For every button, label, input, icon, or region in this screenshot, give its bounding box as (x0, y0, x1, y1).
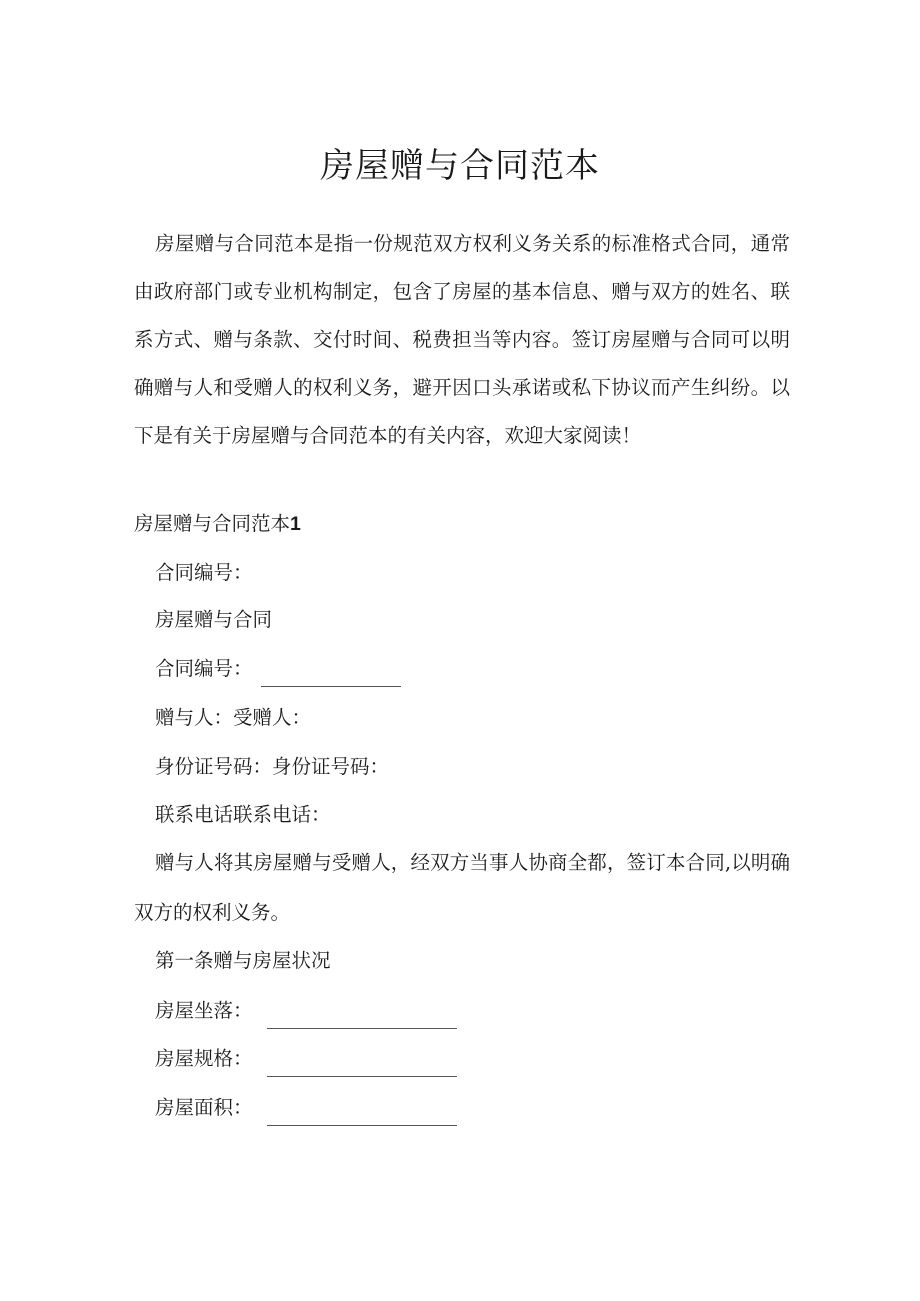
house-area-blank[interactable] (267, 1099, 457, 1126)
house-spec-row (155, 1041, 457, 1077)
donor-donee-line: 赠与人：受赠人： (155, 706, 312, 729)
intro-paragraph: 房屋赠与合同范本是指一份规范双方权利义务关系的标准格式合同，通常由政府部门或专业机构制定，包含了房屋的基本信息、赠与双方的姓名、联系方式、赠与条款、交付时间、税费担当等内容。签订房屋赠与合同可以明确赠与人和受赠人的权利义务，避开因口头承诺或私下协议而产生纠纷。以下是有关于房屋赠与合同范本的有关内容，欢迎大家阅读！ (134, 232, 790, 447)
document-title: 房屋赠与合同范本 (320, 146, 600, 186)
house-location-row (155, 993, 457, 1029)
section-heading-text: 房屋赠与合同范本 (134, 512, 291, 535)
article-1-heading: 第一条赠与房屋状况 (155, 949, 331, 972)
house-spec-blank[interactable] (267, 1050, 457, 1077)
id-number-line: 身份证号码：身份证号码： (155, 755, 390, 778)
contract-name: 房屋赠与合同 (155, 608, 273, 631)
house-area-row (155, 1090, 457, 1126)
house-location-blank[interactable] (267, 1002, 457, 1029)
house-location-label: 房屋坐落： (155, 999, 253, 1022)
house-spec-label: 房屋规格： (155, 1047, 253, 1070)
phone-line: 联系电话联系电话： (155, 803, 331, 826)
section-heading (134, 506, 301, 542)
contract-number-label-2: 合同编号： (155, 657, 253, 680)
contract-number-blank[interactable] (261, 660, 401, 687)
section-number: 1 (290, 513, 301, 535)
contract-number-row (155, 651, 401, 687)
contract-number-label-1: 合同编号： (155, 561, 253, 584)
agreement-paragraph: 赠与人将其房屋赠与受赠人，经双方当事人协商全都，签订本合同,以明确双方的权利义务。 (134, 851, 790, 924)
house-area-label: 房屋面积： (155, 1096, 253, 1119)
